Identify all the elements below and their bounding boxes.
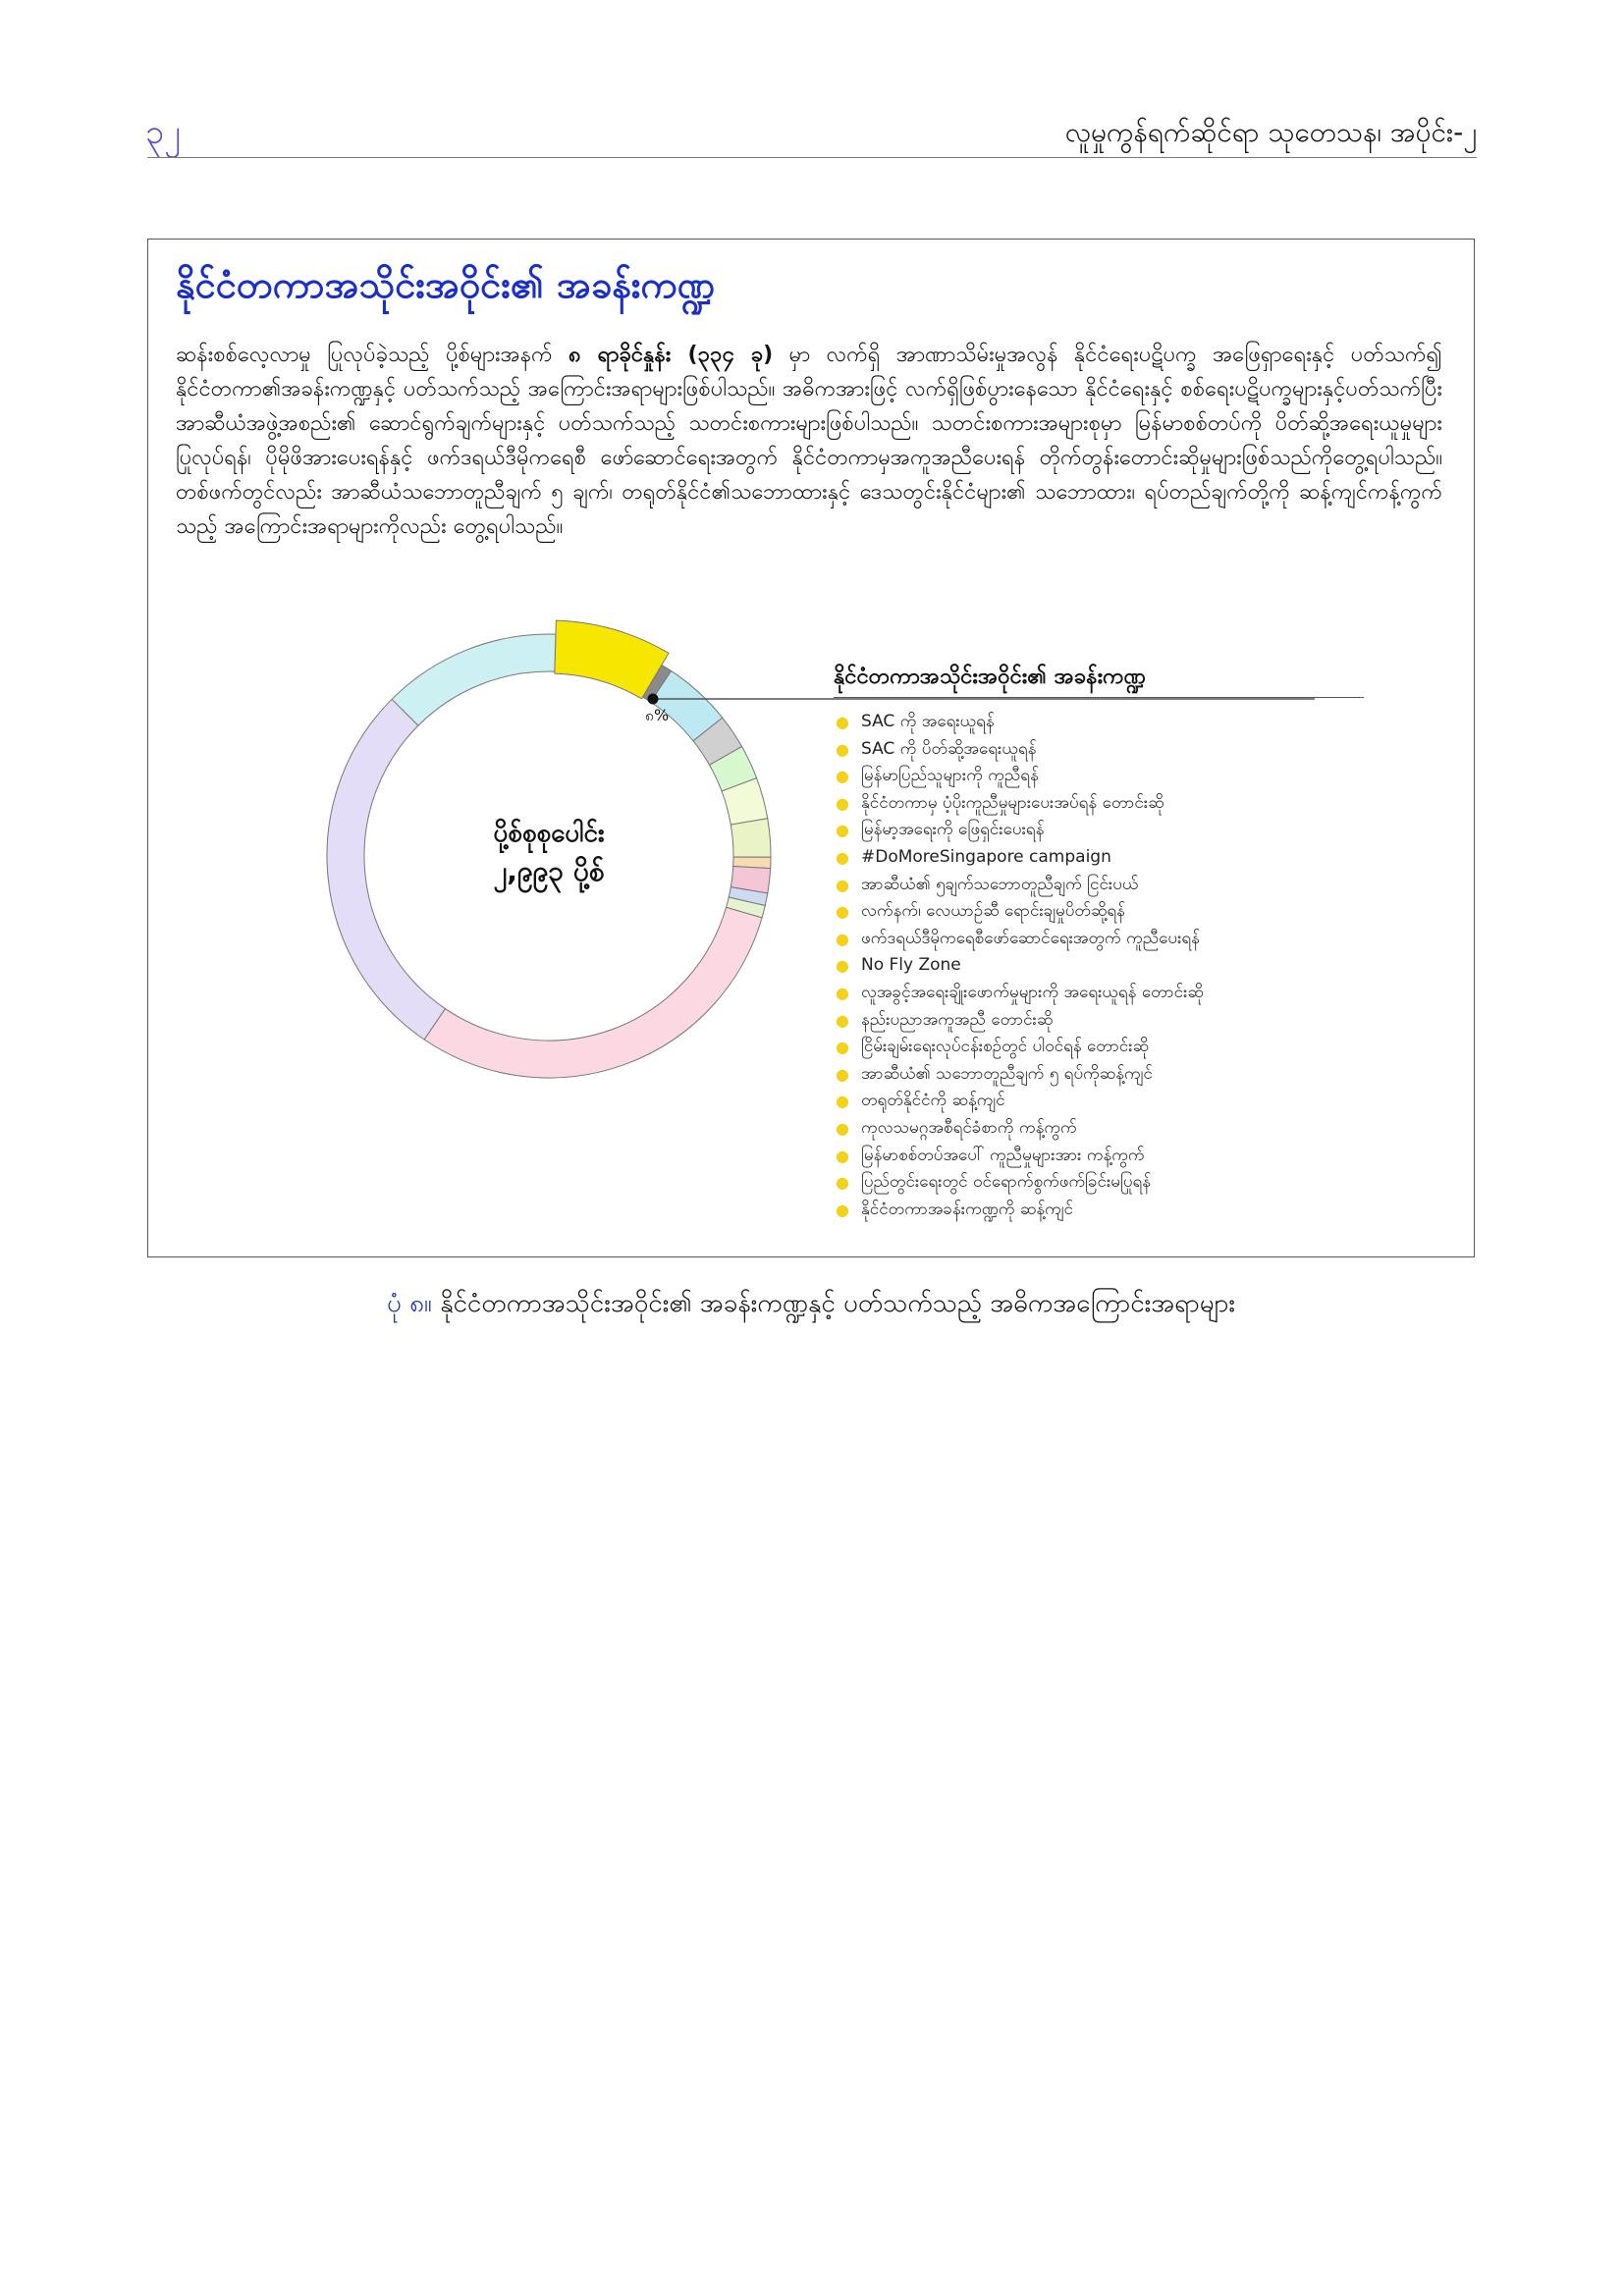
- legend-label: တရုတ်နိုင်ငံကို ဆန့်ကျင်: [861, 1091, 1005, 1111]
- donut-segment: [392, 634, 556, 725]
- page-number: ၃၂: [145, 113, 181, 152]
- donut-segment: [731, 819, 771, 858]
- legend-item: [832, 926, 1204, 953]
- legend-label: SAC ကို ပိတ်ဆို့အရေးယူရန်: [861, 738, 1037, 759]
- bullet-icon: ●: [836, 1010, 849, 1030]
- legend-item: [832, 817, 1204, 844]
- bullet-icon: ●: [836, 793, 849, 813]
- donut-chart: [148, 240, 1474, 1256]
- bullet-icon: ●: [836, 1118, 849, 1138]
- header-rule: [147, 157, 1477, 158]
- running-head: လူမှုကွန်ရက်ဆိုင်ရာ သုတေသန၊ အပိုင်း-၂: [1064, 116, 1477, 148]
- bullet-icon: ●: [836, 821, 849, 840]
- legend-item: [832, 709, 1204, 736]
- legend-item: [832, 898, 1204, 926]
- legend-label: နည်းပညာအကူအညီ တောင်းဆို: [861, 1009, 1054, 1030]
- bullet-icon: ●: [836, 1200, 849, 1219]
- legend-label: ပြည်တွင်းရေးတွင် ဝင်ရောက်စွက်ဖက်ခြင်းမပြုရန်: [861, 1172, 1152, 1193]
- legend-label: နိုင်ငံတကာအခန်းကဏ္ဍကို ဆန့်ကျင်: [861, 1199, 1073, 1219]
- bullet-icon: ●: [836, 739, 849, 759]
- legend-label: ဖက်ဒရယ်ဒီမိုကရေစီဖော်ဆောင်ရေးအတွက် ကူညီပေးရန်: [861, 928, 1200, 948]
- legend-label: No Fly Zone: [861, 955, 961, 976]
- legend-label: #DoMoreSingapore campaign: [861, 846, 1111, 867]
- donut-segment: [424, 907, 762, 1078]
- bullet-icon: ●: [836, 902, 849, 922]
- legend-title: နိုင်ငံတကာအသိုင်းအဝိုင်း၏ အခန်းကဏ္ဍ: [834, 665, 1146, 689]
- bullet-icon: ●: [836, 847, 849, 867]
- legend-item: [832, 872, 1204, 899]
- paragraph-part-2: မှာ လက်ရှိ အာဏာသိမ်းမှုအလွန် နိုင်ငံရေးပဋိပက္ခ အဖြေရှာရေးနှင့် ပတ်သက်၍ နိုင်ငံတကာ၏အခန်းကဏ္ဍနှင့် ပတ်သက်သည့် အကြောင်းအရာများဖြစ်ပါသည်။ အဓိကအားဖြင့် လက်ရှိဖြစ်ပွားနေသော နိုင်ငံရေးနှင့် စစ်ရေးပဋိပက္ခများနှင့်ပတ်သက်ပြီး အာဆီယံအဖွဲ့အစည်း၏ ဆောင်ရွက်ချက်များနှင့် ပတ်သက်သည့် သတင်းစကားများဖြစ်ပါသည်။ သတင်းစကားအများစုမှာ မြန်မာစစ်တပ်ကို ပိတ်ဆို့အရေးယူမှုများပြုလုပ်ရန်၊ ပိုမိုဖိအားပေးရန်နှင့် ဖက်ဒရယ်ဒီမိုကရေစီ ဖော်ဆောင်ရေးအတွက် နိုင်ငံတကာမှအကူအညီပေးရန် တိုက်တွန်းတောင်းဆိုမှုများဖြစ်သည်ကိုတွေ့ရပါသည်။ တစ်ဖက်တွင်လည်း အာဆီယံသဘောတူညီချက် ၅ ချက်၊ တရုတ်နိုင်ငံ၏သဘောထားနှင့် ဒေသတွင်းနိုင်ငံများ၏ သဘောထား၊ ရပ်တည်ချက်တို့ကို ဆန့်ကျင်ကန့်ကွက်သည့် အကြောင်းအရာများကိုလည်း တွေ့ရပါသည်။: [176, 343, 1442, 539]
- legend-item: [832, 1007, 1204, 1035]
- bullet-icon: ●: [836, 1092, 849, 1111]
- legend-label: SAC ကို အရေးယူရန်: [861, 712, 995, 731]
- paragraph-highlight: ၈ ရာခိုင်နှုန်း (၃၃၄ ခု): [568, 343, 774, 367]
- legend-item: [832, 1169, 1204, 1197]
- paragraph-part-1: ဆန်းစစ်လေ့လာမှု ပြုလုပ်ခဲ့သည့် ပို့စ်များအနက်: [176, 343, 569, 367]
- highlight-label: ၈%: [644, 706, 670, 724]
- caption-text: နိုင်ငံတကာအသိုင်းအဝိုင်း၏ အခန်းကဏ္ဍနှင့် ပတ်သက်သည့် အဓိကအကြောင်းအရာများ: [431, 1289, 1235, 1318]
- legend-label: မြန်မာပြည်သူများကို ကူညီရန်: [861, 766, 1039, 786]
- legend-label: နိုင်ငံတကာမှ ပံ့ပိုးကူညီမှုများပေးအပ်ရန် တောင်းဆို: [861, 792, 1164, 813]
- legend-item: [832, 736, 1204, 764]
- legend-item: [832, 763, 1204, 790]
- legend-label: ငြိမ်းချမ်းရေးလုပ်ငန်းစဉ်တွင် ပါဝင်ရန် တောင်းဆို: [861, 1037, 1149, 1057]
- bullet-icon: ●: [836, 875, 849, 894]
- legend-item: [832, 790, 1204, 818]
- legend-item: [832, 844, 1204, 872]
- bullet-icon: ●: [836, 713, 849, 731]
- legend-item: [832, 1034, 1204, 1061]
- legend-label: လက်နက်၊ လေယာဉ်ဆီ ရောင်းချမှုပိတ်ဆို့ရန်: [861, 901, 1125, 922]
- legend-item: [832, 980, 1204, 1007]
- legend: [832, 709, 1204, 1223]
- info-box: [147, 239, 1475, 1257]
- bullet-icon: ●: [836, 1064, 849, 1084]
- bullet-icon: ●: [836, 1146, 849, 1165]
- legend-label: ကုလသမဂ္ဂအစီရင်ခံစာကို ကန့်ကွက်: [861, 1117, 1077, 1138]
- legend-item: [832, 1088, 1204, 1115]
- bullet-icon: ●: [836, 767, 849, 786]
- box-title: နိုင်ငံတကာအသိုင်းအဝိုင်း၏ အခန်းကဏ္ဍ: [176, 263, 716, 306]
- caption-number: ပုံ ၈။: [386, 1289, 432, 1318]
- legend-label: မြန်မာစစ်တပ်အပေါ် ကူညီမှုများအား ကန့်ကွက်: [861, 1145, 1145, 1165]
- legend-item: [832, 952, 1204, 980]
- donut-segment: [327, 699, 445, 1040]
- bullet-icon: ●: [836, 929, 849, 948]
- bullet-icon: ●: [836, 956, 849, 976]
- legend-label: အာဆီယံ၏ သဘောတူညီချက် ၅ ရပ်ကိုဆန့်ကျင်: [861, 1063, 1153, 1084]
- figure-caption: [147, 1286, 1475, 1324]
- center-value: ၂,၉၉၃ ပို့စ်: [493, 855, 605, 887]
- center-label: ပို့စ်စုစုပေါင်း: [493, 819, 605, 848]
- legend-label: မြန်မာ့အရေးကို ဖြေရှင်းပေးရန်: [861, 820, 1045, 840]
- callout-dot: [648, 694, 659, 705]
- legend-item: [832, 1115, 1204, 1143]
- bullet-icon: ●: [836, 1038, 849, 1057]
- legend-item: [832, 1061, 1204, 1089]
- legend-label: အာဆီယံ၏ ၅ချက်သဘောတူညီချက် ငြင်းပယ်: [861, 874, 1139, 894]
- legend-rule: [834, 697, 1364, 698]
- legend-item: [832, 1197, 1204, 1224]
- legend-item: [832, 1143, 1204, 1170]
- bullet-icon: ●: [836, 1173, 849, 1193]
- donut-segments: [327, 620, 771, 1078]
- bullet-icon: ●: [836, 983, 849, 1002]
- legend-label: လူအခွင့်အရေးချိုးဖောက်မှုများကို အရေးယူရန် တောင်းဆို: [861, 982, 1204, 1002]
